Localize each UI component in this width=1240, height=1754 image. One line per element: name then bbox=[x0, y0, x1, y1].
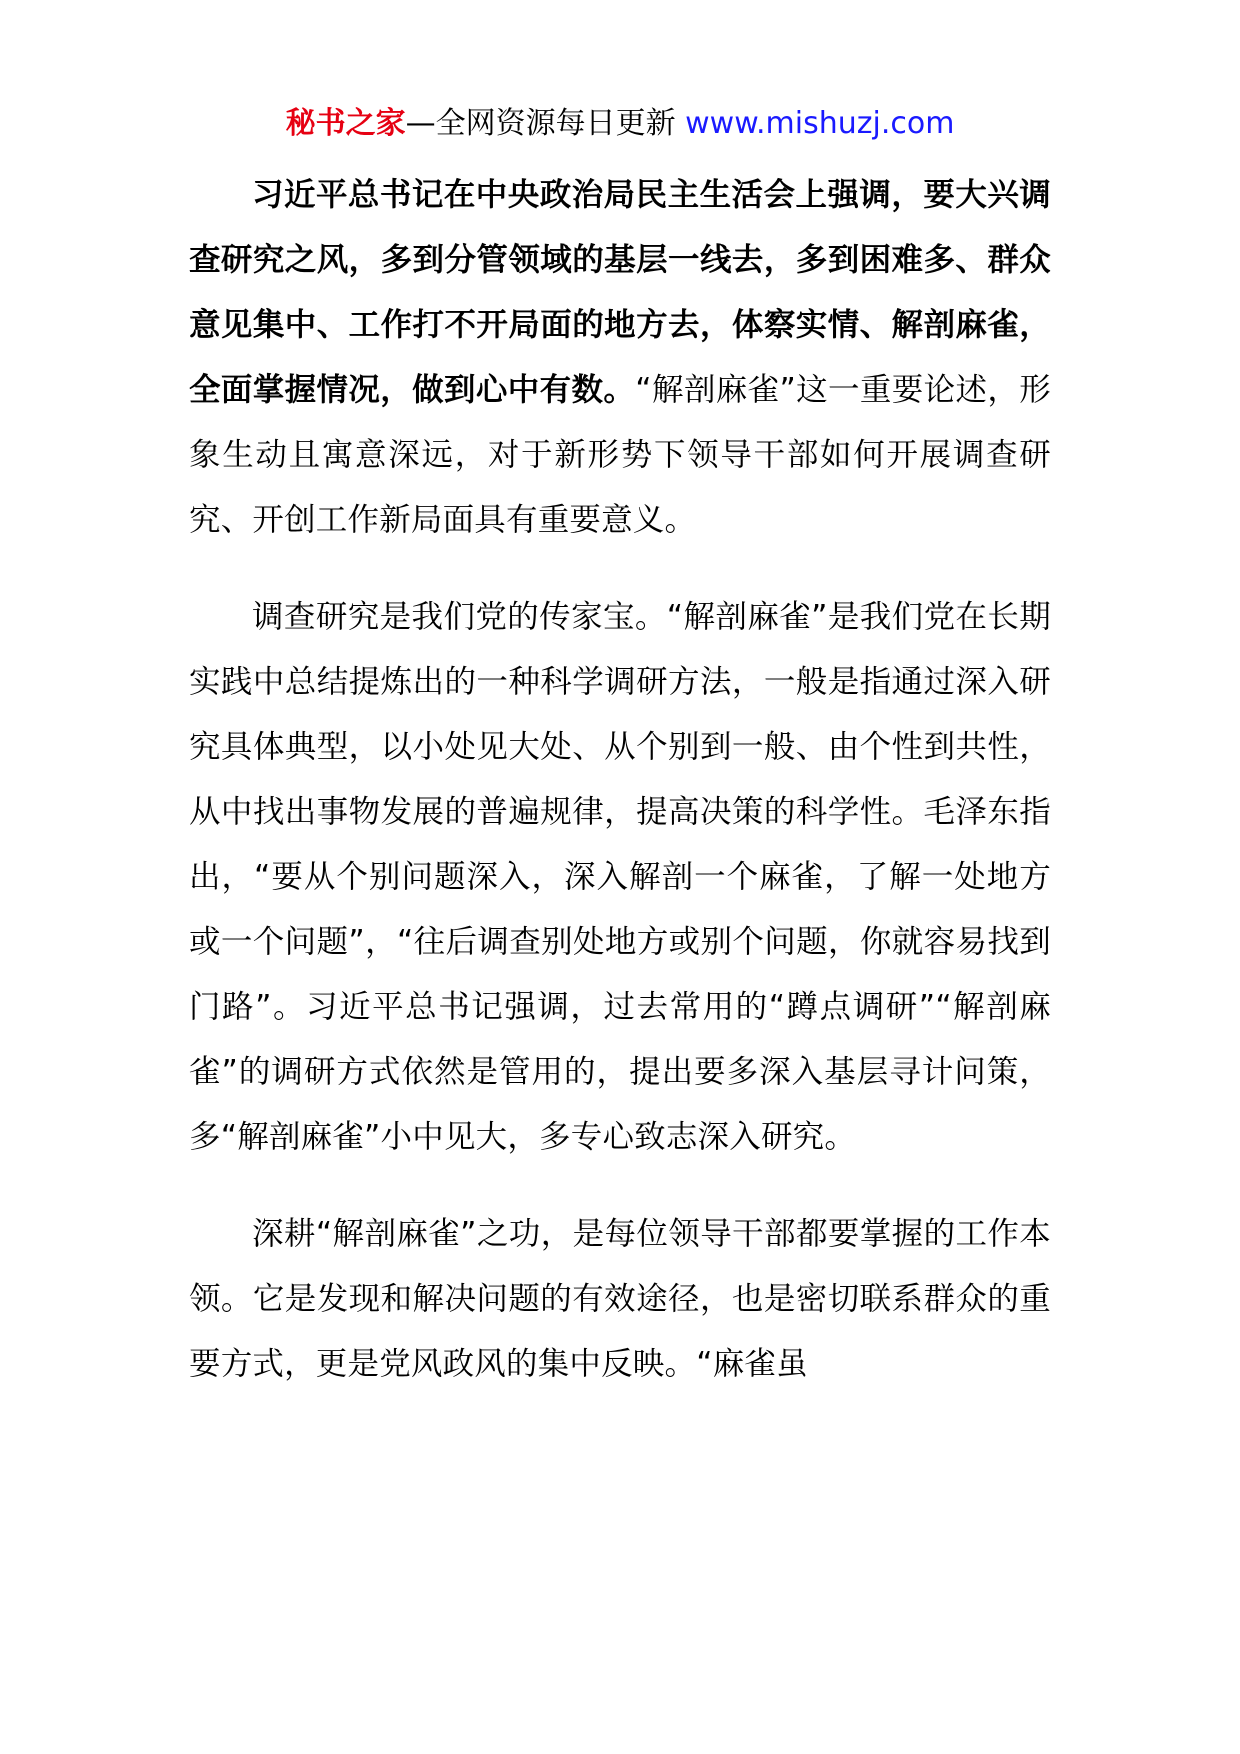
paragraph-1-rest: “解剖麻雀”这一重要论述，形象生动且寓意深远，对于新形势下领导干部如何开展调查研究、开创工作新局面具有重要意义。 bbox=[189, 372, 1051, 538]
paragraph-1 bbox=[189, 163, 1051, 553]
page-header bbox=[0, 100, 1240, 148]
header-slogan: —全网资源每日更新 bbox=[405, 106, 686, 141]
paragraph-1-lead: 习近平总书记在中央政治局民主生活会上强调，要大兴调查研究之风，多到分管领域的基层一线去，多到困难多、群众意见集中、工作打不开局面的地方去，体察实情、解剖麻雀，全面掌握情况，做到心中有数。 bbox=[189, 177, 1051, 408]
paragraph-2: 调查研究是我们党的传家宝。“解剖麻雀”是我们党在长期实践中总结提炼出的一种科学调研方法，一般是指通过深入研究具体典型，以小处见大处、从个别到一般、由个性到共性，从中找出事物发展的普遍规律，提高决策的科学性。毛泽东指出，“要从个别问题深入，深入解剖一个麻雀，了解一处地方或一个问题”，“往后调查别处地方或别个问题，你就容易找到门路”。习近平总书记强调，过去常用的“蹲点调研”“解剖麻雀”的调研方式依然是管用的，提出要多深入基层寻计问策，多“解剖麻雀”小中见大，多专心致志深入研究。 bbox=[189, 599, 1051, 1155]
site-url-link[interactable]: www.mishuzj.com bbox=[685, 106, 955, 141]
article-body bbox=[189, 163, 1051, 1397]
brand-name: 秘书之家 bbox=[285, 106, 406, 141]
paragraph-3: 深耕“解剖麻雀”之功，是每位领导干部都要掌握的工作本领。它是发现和解决问题的有效途径，也是密切联系群众的重要方式，更是党风政风的集中反映。“麻雀虽 bbox=[189, 1216, 1051, 1382]
